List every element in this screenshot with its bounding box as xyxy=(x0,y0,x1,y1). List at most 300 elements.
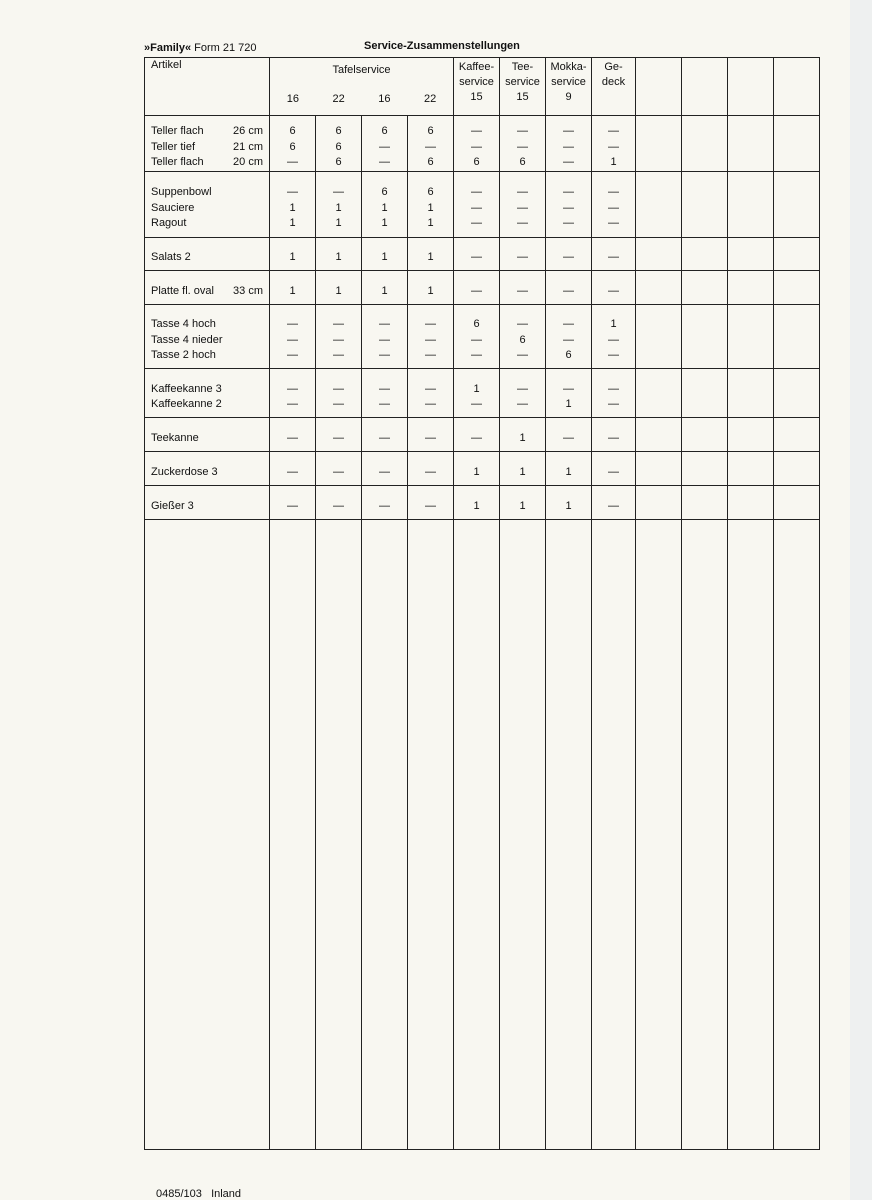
empty-cell xyxy=(408,520,454,1150)
empty-cell xyxy=(774,520,820,1150)
value-cell xyxy=(592,486,636,520)
value: — xyxy=(517,398,528,410)
value-cell xyxy=(454,172,500,238)
value: 1 xyxy=(381,201,388,214)
value: — xyxy=(563,186,574,199)
value: — xyxy=(425,431,436,444)
empty-cell xyxy=(682,520,728,1150)
value: — xyxy=(425,499,436,512)
value: — xyxy=(333,349,344,362)
empty-cell xyxy=(636,418,682,452)
value: 1 xyxy=(519,499,526,512)
article-name: Tasse 4 hoch xyxy=(151,318,216,331)
empty-cell xyxy=(500,520,546,1150)
empty-cell xyxy=(636,520,682,1150)
value: — xyxy=(517,382,528,395)
value-cell xyxy=(408,271,454,305)
value: — xyxy=(608,251,619,264)
value-cell xyxy=(316,116,362,172)
header-mokka xyxy=(546,58,592,116)
value: — xyxy=(333,318,344,331)
value: 6 xyxy=(427,156,434,169)
value-cell xyxy=(546,369,592,418)
value: — xyxy=(425,465,436,478)
article-cell xyxy=(145,369,270,418)
value-cell xyxy=(408,172,454,238)
value: — xyxy=(333,398,344,410)
value: — xyxy=(471,125,482,138)
value: — xyxy=(608,431,619,444)
value: — xyxy=(379,431,390,444)
value-cell xyxy=(270,305,316,369)
value: — xyxy=(471,333,482,346)
value-cell xyxy=(362,172,408,238)
value: — xyxy=(379,333,390,346)
value: — xyxy=(287,318,298,331)
footer xyxy=(156,1188,241,1200)
value-cell xyxy=(362,271,408,305)
value-cell xyxy=(270,172,316,238)
value: — xyxy=(517,251,528,264)
value-cell xyxy=(408,369,454,418)
tafel-size-3: 22 xyxy=(424,92,437,105)
value: 6 xyxy=(335,140,342,153)
empty-cell xyxy=(682,271,728,305)
article-name: Ragout xyxy=(151,217,187,230)
value: 1 xyxy=(427,251,434,264)
empty-cell xyxy=(774,418,820,452)
header-artikel-label: Artikel xyxy=(151,59,182,71)
empty-cell xyxy=(728,116,774,172)
empty-cell xyxy=(728,238,774,271)
value: 6 xyxy=(289,125,296,138)
tafelservice-sizes xyxy=(270,92,453,108)
value: 1 xyxy=(289,217,296,230)
value: 1 xyxy=(565,499,572,512)
value: — xyxy=(517,125,528,138)
value-cell xyxy=(362,305,408,369)
value: — xyxy=(287,382,298,395)
value: — xyxy=(425,382,436,395)
value-cell xyxy=(500,418,546,452)
value: — xyxy=(471,284,482,297)
value: — xyxy=(379,156,390,169)
form-number: Form 21 720 xyxy=(194,42,257,54)
article-name: Teller tief xyxy=(151,140,196,153)
value: — xyxy=(608,201,619,214)
empty-cell xyxy=(774,172,820,238)
article-name: Gießer 3 xyxy=(151,499,194,512)
empty-cell xyxy=(774,238,820,271)
empty-cell xyxy=(636,238,682,271)
value: — xyxy=(287,465,298,478)
value: — xyxy=(563,217,574,230)
value-cell xyxy=(592,271,636,305)
value-cell xyxy=(592,452,636,486)
value: — xyxy=(563,251,574,264)
value: — xyxy=(333,499,344,512)
header-mokka-line: 9 xyxy=(565,91,572,103)
value: 1 xyxy=(381,251,388,264)
empty-cell xyxy=(682,452,728,486)
empty-cell xyxy=(728,305,774,369)
empty-cell xyxy=(728,486,774,520)
value: — xyxy=(471,186,482,199)
value: 1 xyxy=(335,284,342,297)
value: 1 xyxy=(335,251,342,264)
value: — xyxy=(333,333,344,346)
header-kaffee-line: 15 xyxy=(470,91,483,103)
value: — xyxy=(517,201,528,214)
value: — xyxy=(563,140,574,153)
article-name: Zuckerdose 3 xyxy=(151,465,218,478)
value-cell xyxy=(316,305,362,369)
empty-cell xyxy=(774,271,820,305)
article-cell xyxy=(145,305,270,369)
empty-cell xyxy=(592,520,636,1150)
article-cell xyxy=(145,486,270,520)
value: 1 xyxy=(289,201,296,214)
article-name: Tasse 2 hoch xyxy=(151,349,216,362)
header-tee-line: service xyxy=(505,76,540,88)
value-cell xyxy=(500,305,546,369)
value: 6 xyxy=(473,318,480,331)
header-tee-line: 15 xyxy=(516,91,529,103)
value: — xyxy=(379,499,390,512)
value-cell xyxy=(500,238,546,271)
value-cell xyxy=(500,452,546,486)
value-cell xyxy=(546,238,592,271)
empty-cell xyxy=(774,58,820,116)
header-row xyxy=(145,58,820,116)
value-cell xyxy=(270,271,316,305)
value-cell xyxy=(500,116,546,172)
header-mokka-line: Mokka- xyxy=(550,61,587,73)
table-row xyxy=(145,486,820,520)
value-cell xyxy=(408,305,454,369)
value: — xyxy=(287,156,298,169)
empty-cell xyxy=(728,418,774,452)
page-title: Service-Zusammenstellungen xyxy=(364,40,520,52)
empty-cell xyxy=(145,520,270,1150)
value-cell xyxy=(454,486,500,520)
value: — xyxy=(608,398,619,410)
value: — xyxy=(471,349,482,362)
article-name: Teekanne xyxy=(151,431,199,444)
value-cell xyxy=(546,305,592,369)
empty-cell xyxy=(636,486,682,520)
header-kaffee-line: service xyxy=(459,76,494,88)
empty-cell xyxy=(636,116,682,172)
article-size: 33 cm xyxy=(233,284,263,297)
value: — xyxy=(517,186,528,199)
value: — xyxy=(471,431,482,444)
tafel-size-2: 16 xyxy=(378,92,391,105)
value-cell xyxy=(408,238,454,271)
value-cell xyxy=(316,369,362,418)
value: — xyxy=(608,499,619,512)
value: 6 xyxy=(381,125,388,138)
empty-cell xyxy=(728,452,774,486)
header-tee xyxy=(500,58,546,116)
article-line xyxy=(151,382,269,398)
service-table xyxy=(144,57,820,1150)
header-kaffee xyxy=(454,58,500,116)
value: — xyxy=(563,333,574,346)
article-line xyxy=(151,250,269,266)
value: 1 xyxy=(289,251,296,264)
value-cell xyxy=(362,369,408,418)
article-name: Salats 2 xyxy=(151,251,191,264)
empty-cell xyxy=(636,305,682,369)
value-cell xyxy=(592,116,636,172)
value-cell xyxy=(546,172,592,238)
value: — xyxy=(425,318,436,331)
value: 1 xyxy=(289,284,296,297)
value: 1 xyxy=(519,431,526,444)
article-line xyxy=(151,333,269,349)
article-cell xyxy=(145,116,270,172)
value-cell xyxy=(592,418,636,452)
article-cell xyxy=(145,452,270,486)
article-name: Tasse 4 nieder xyxy=(151,333,223,346)
value: — xyxy=(333,465,344,478)
empty-cell xyxy=(636,452,682,486)
value: — xyxy=(608,349,619,362)
article-line xyxy=(151,465,269,481)
value: — xyxy=(425,398,436,410)
article-name: Suppenbowl xyxy=(151,186,212,199)
value-cell xyxy=(500,271,546,305)
value: 1 xyxy=(565,398,572,410)
value-cell xyxy=(362,116,408,172)
value-cell xyxy=(270,452,316,486)
value: — xyxy=(287,186,298,199)
table-row xyxy=(145,369,820,418)
empty-cell xyxy=(270,520,316,1150)
value: — xyxy=(608,382,619,395)
value: — xyxy=(425,140,436,153)
article-line xyxy=(151,155,269,171)
empty-cell xyxy=(774,486,820,520)
value: — xyxy=(333,382,344,395)
article-cell xyxy=(145,238,270,271)
empty-cell xyxy=(682,116,728,172)
value: — xyxy=(333,186,344,199)
value: 1 xyxy=(473,465,480,478)
article-line xyxy=(151,216,269,232)
table-row xyxy=(145,271,820,305)
value-cell xyxy=(454,238,500,271)
value: 1 xyxy=(427,217,434,230)
value-cell xyxy=(592,369,636,418)
table-row xyxy=(145,116,820,172)
value: — xyxy=(471,398,482,410)
article-line xyxy=(151,185,269,201)
value-cell xyxy=(270,418,316,452)
header-gedeck xyxy=(592,58,636,116)
value: — xyxy=(471,217,482,230)
value-cell xyxy=(408,116,454,172)
value: — xyxy=(608,125,619,138)
value-cell xyxy=(454,452,500,486)
value-cell xyxy=(316,486,362,520)
article-name: Kaffeekanne 2 xyxy=(151,398,222,410)
value-cell xyxy=(316,271,362,305)
value: 6 xyxy=(335,125,342,138)
tafel-size-0: 16 xyxy=(286,92,299,105)
table-row xyxy=(145,305,820,369)
value-cell xyxy=(546,452,592,486)
value: — xyxy=(563,382,574,395)
value: — xyxy=(287,398,298,410)
form-header xyxy=(144,42,257,54)
value: 6 xyxy=(427,125,434,138)
article-size: 26 cm xyxy=(233,125,263,138)
empty-cell xyxy=(636,58,682,116)
value: — xyxy=(287,431,298,444)
value: 1 xyxy=(610,318,617,331)
value: — xyxy=(379,382,390,395)
article-line xyxy=(151,348,269,364)
empty-cell xyxy=(728,271,774,305)
value: — xyxy=(608,140,619,153)
value-cell xyxy=(500,172,546,238)
article-name: Teller flach xyxy=(151,125,204,138)
empty-cell xyxy=(682,418,728,452)
article-line xyxy=(151,124,269,140)
empty-cell xyxy=(728,369,774,418)
value-cell xyxy=(546,418,592,452)
value-cell xyxy=(316,418,362,452)
blank-row xyxy=(145,520,820,1150)
value-cell xyxy=(316,452,362,486)
value: 6 xyxy=(473,156,480,169)
article-cell xyxy=(145,271,270,305)
value: 1 xyxy=(427,201,434,214)
value-cell xyxy=(270,369,316,418)
article-cell xyxy=(145,418,270,452)
article-line xyxy=(151,431,269,447)
value: 1 xyxy=(610,156,617,169)
value-cell xyxy=(316,172,362,238)
value: — xyxy=(563,431,574,444)
value: 1 xyxy=(565,465,572,478)
value-cell xyxy=(454,271,500,305)
value: — xyxy=(379,349,390,362)
table-row xyxy=(145,418,820,452)
article-line xyxy=(151,317,269,333)
article-name: Platte fl. oval xyxy=(151,284,214,297)
value: — xyxy=(471,251,482,264)
value: — xyxy=(563,125,574,138)
value: 1 xyxy=(381,217,388,230)
empty-cell xyxy=(682,369,728,418)
empty-cell xyxy=(682,238,728,271)
value: — xyxy=(287,333,298,346)
value: — xyxy=(608,284,619,297)
empty-cell xyxy=(316,520,362,1150)
value-cell xyxy=(454,305,500,369)
value-cell xyxy=(592,238,636,271)
tafelservice-label: Tafelservice xyxy=(332,64,391,76)
value: 1 xyxy=(427,284,434,297)
value: — xyxy=(517,318,528,331)
empty-cell xyxy=(774,116,820,172)
empty-cell xyxy=(774,452,820,486)
value: — xyxy=(563,284,574,297)
value-cell xyxy=(408,452,454,486)
empty-cell xyxy=(682,58,728,116)
value: — xyxy=(517,217,528,230)
value: 6 xyxy=(565,349,572,362)
value-cell xyxy=(408,418,454,452)
value: 6 xyxy=(335,156,342,169)
value: — xyxy=(563,318,574,331)
value-cell xyxy=(454,116,500,172)
header-tafelservice xyxy=(270,58,454,116)
article-line xyxy=(151,284,269,300)
empty-cell xyxy=(682,172,728,238)
value: — xyxy=(608,465,619,478)
empty-cell xyxy=(774,305,820,369)
value-cell xyxy=(362,238,408,271)
article-size: 21 cm xyxy=(233,140,263,153)
value-cell xyxy=(270,116,316,172)
header-mokka-line: service xyxy=(551,76,586,88)
value-cell xyxy=(546,486,592,520)
value: 6 xyxy=(427,186,434,199)
value-cell xyxy=(454,369,500,418)
value: — xyxy=(563,156,574,169)
table-row xyxy=(145,238,820,271)
value-cell xyxy=(270,238,316,271)
value: — xyxy=(425,349,436,362)
value: — xyxy=(287,499,298,512)
article-line xyxy=(151,201,269,217)
table-row xyxy=(145,452,820,486)
value: 6 xyxy=(519,156,526,169)
empty-cell xyxy=(636,369,682,418)
form-label: »Family« xyxy=(144,42,192,54)
value: — xyxy=(471,201,482,214)
value: 6 xyxy=(519,333,526,346)
value: — xyxy=(563,201,574,214)
value-cell xyxy=(592,172,636,238)
empty-cell xyxy=(636,172,682,238)
value: 1 xyxy=(335,201,342,214)
empty-cell xyxy=(636,271,682,305)
header-kaffee-line: Kaffee- xyxy=(458,61,495,73)
footer-label: Inland xyxy=(211,1188,242,1200)
value: — xyxy=(608,186,619,199)
value: 1 xyxy=(381,284,388,297)
empty-cell xyxy=(454,520,500,1150)
value: — xyxy=(608,217,619,230)
value: — xyxy=(379,398,390,410)
value: — xyxy=(425,333,436,346)
value: 1 xyxy=(473,499,480,512)
value-cell xyxy=(592,305,636,369)
value: — xyxy=(608,333,619,346)
value-cell xyxy=(362,418,408,452)
value: — xyxy=(379,318,390,331)
article-line xyxy=(151,499,269,515)
header-gedeck-line: deck xyxy=(601,76,626,88)
empty-cell xyxy=(774,369,820,418)
article-size: 20 cm xyxy=(233,156,263,169)
article-line xyxy=(151,397,269,413)
